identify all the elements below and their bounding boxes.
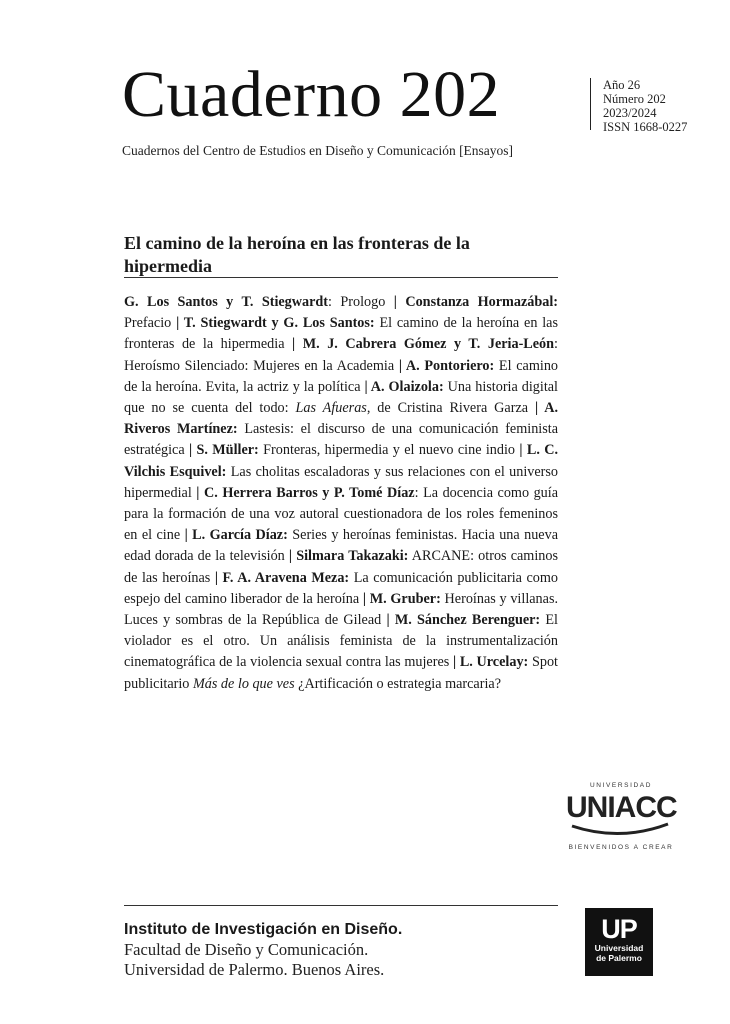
toc-entry-authors: T. Stiegwardt y G. Los Santos: bbox=[183, 315, 375, 332]
toc-entry-authors: C. Herrera Barros y P. Tomé Díaz bbox=[203, 484, 415, 501]
toc-entry-title-italic: Más de lo que ves bbox=[192, 675, 295, 692]
toc-entry-authors: L. García Díaz: bbox=[192, 527, 288, 544]
toc-entry-authors: M. J. Cabrera Gómez y T. Jeria-León bbox=[302, 336, 555, 353]
issue-period: 2023/2024 bbox=[603, 106, 657, 120]
uniacc-logo-name: UNIACC bbox=[566, 791, 677, 824]
toc-entry-title: Fronteras, hipermedia y el nuevo cine indio bbox=[258, 442, 516, 459]
toc-entry-title-after: ¿Artificación o estrategia marcaria? bbox=[294, 675, 501, 692]
toc-entry-authors: M. Gruber: bbox=[369, 590, 441, 607]
toc-separator: | bbox=[210, 569, 223, 586]
toc-separator: | bbox=[359, 590, 370, 607]
toc-entry-title: Heroínas y villanas. Luces y sombras de la República de Gilead bbox=[124, 590, 559, 629]
faculty-name: Facultad de Diseño y Comunicación. bbox=[124, 940, 369, 959]
section-divider bbox=[124, 277, 558, 278]
issue-issn: ISSN 1668-0227 bbox=[603, 120, 688, 134]
toc-entry-authors: F. A. Aravena Meza: bbox=[222, 569, 350, 586]
issue-info bbox=[603, 78, 687, 134]
toc-separator: | bbox=[515, 442, 527, 459]
toc-entry-title: : Prologo bbox=[328, 294, 386, 310]
uniacc-swoosh-icon bbox=[570, 822, 670, 840]
masthead-title: Cuaderno 202 bbox=[122, 58, 501, 131]
toc-entry-title: Spot publicitario bbox=[124, 654, 558, 692]
institute-info bbox=[124, 920, 564, 980]
toc-separator: | bbox=[184, 442, 197, 459]
toc-separator: | bbox=[171, 315, 184, 332]
toc-separator: | bbox=[284, 548, 297, 565]
footer-divider bbox=[124, 905, 558, 906]
toc-entry-title: Las cholitas escaladoras y sus relaciones con el universo hipermedial bbox=[124, 463, 558, 501]
up-logo-mark: UP bbox=[601, 914, 637, 944]
toc-entry-authors: L. C. Vilchis Esquivel: bbox=[124, 442, 559, 480]
toc-entry-title: Lastesis: el discurso de una comunicación feminista estratégica bbox=[124, 421, 558, 459]
toc-entry-title: Una historia digital que no se cuenta del todo: bbox=[124, 378, 559, 417]
toc-separator: | bbox=[180, 527, 193, 544]
toc-entry-title: El camino de la heroína. Evita, la actriz y la política bbox=[124, 357, 559, 395]
up-logo-name-line1: Universidad bbox=[594, 943, 644, 953]
toc-entry-title: Prefacio bbox=[124, 315, 172, 332]
toc-entry-authors: A. Riveros Martínez: bbox=[124, 400, 559, 438]
toc-entry-authors: S. Müller: bbox=[196, 442, 259, 459]
university-location: Universidad de Palermo. Buenos Aires. bbox=[124, 960, 385, 979]
toc-entry-authors: L. Urcelay: bbox=[459, 654, 529, 671]
toc-separator: | bbox=[381, 612, 395, 629]
uniacc-logo-top-text: UNIVERSIDAD bbox=[589, 782, 653, 789]
masthead-divider bbox=[590, 78, 591, 130]
toc-separator: | bbox=[284, 336, 303, 353]
toc-entry-title: : Heroísmo Silenciado: Mujeres en la Academia bbox=[124, 336, 558, 374]
toc-entry-authors: Silmara Takazaki: bbox=[296, 548, 409, 565]
toc-entry-title-after: , de Cristina Rivera Garza bbox=[366, 400, 529, 417]
up-logo-name-line2: de Palermo bbox=[596, 953, 642, 963]
toc-separator: | bbox=[394, 357, 406, 374]
toc-entry-title: ARCANE: otros caminos de las heroínas bbox=[124, 548, 558, 586]
toc-entry-authors: Constanza Hormazábal: bbox=[405, 294, 559, 310]
toc-entry-title: La comunicación publicitaria como espejo del camino liberador de la heroína bbox=[124, 569, 559, 607]
toc-entry-title: El violador es el otro. Un análisis feminista de la instrumentalización cinematográfica de la violencia sexual contra las mujeres bbox=[124, 612, 558, 671]
uniacc-logo bbox=[566, 782, 676, 854]
table-of-contents bbox=[124, 292, 558, 695]
toc-entry-authors: G. Los Santos y T. Stiegwardt bbox=[124, 294, 329, 310]
uniacc-logo-bottom-text: BIENVENIDOS A CREAR bbox=[568, 844, 674, 851]
toc-separator: | bbox=[191, 484, 204, 501]
toc-entry-title: Series y heroínas feministas. Hacia una nueva edad dorada de la televisión bbox=[124, 527, 558, 565]
toc-separator: | bbox=[528, 400, 545, 417]
toc-entry-title: El camino de la heroína en las fronteras de la hipermedia bbox=[124, 315, 558, 353]
toc-entry-title-italic: Las Afueras bbox=[295, 400, 367, 417]
toc-entry-title: : La docencia como guía para la formación de una voz autoral cuestionadora de los roles femeninos en el cine bbox=[124, 484, 559, 544]
up-logo bbox=[585, 908, 653, 976]
toc-separator: | bbox=[360, 378, 371, 395]
toc-entry-authors: M. Sánchez Berenguer: bbox=[394, 612, 541, 629]
toc-separator: | bbox=[385, 294, 406, 310]
toc-entry bbox=[124, 294, 385, 310]
section-title: El camino de la heroína en las fronteras de la hipermedia bbox=[124, 233, 470, 276]
masthead-subtitle: Cuadernos del Centro de Estudios en Diseño y Comunicación [Ensayos] bbox=[122, 143, 514, 158]
issue-number: Número 202 bbox=[603, 92, 666, 106]
toc-separator: | bbox=[449, 654, 460, 671]
toc-entry bbox=[197, 442, 516, 458]
toc-entry-authors: A. Pontoriero: bbox=[405, 357, 495, 374]
issue-year: Año 26 bbox=[603, 78, 641, 92]
institute-name: Instituto de Investigación en Diseño. bbox=[124, 921, 403, 938]
toc-entry-authors: A. Olaizola: bbox=[370, 378, 444, 395]
